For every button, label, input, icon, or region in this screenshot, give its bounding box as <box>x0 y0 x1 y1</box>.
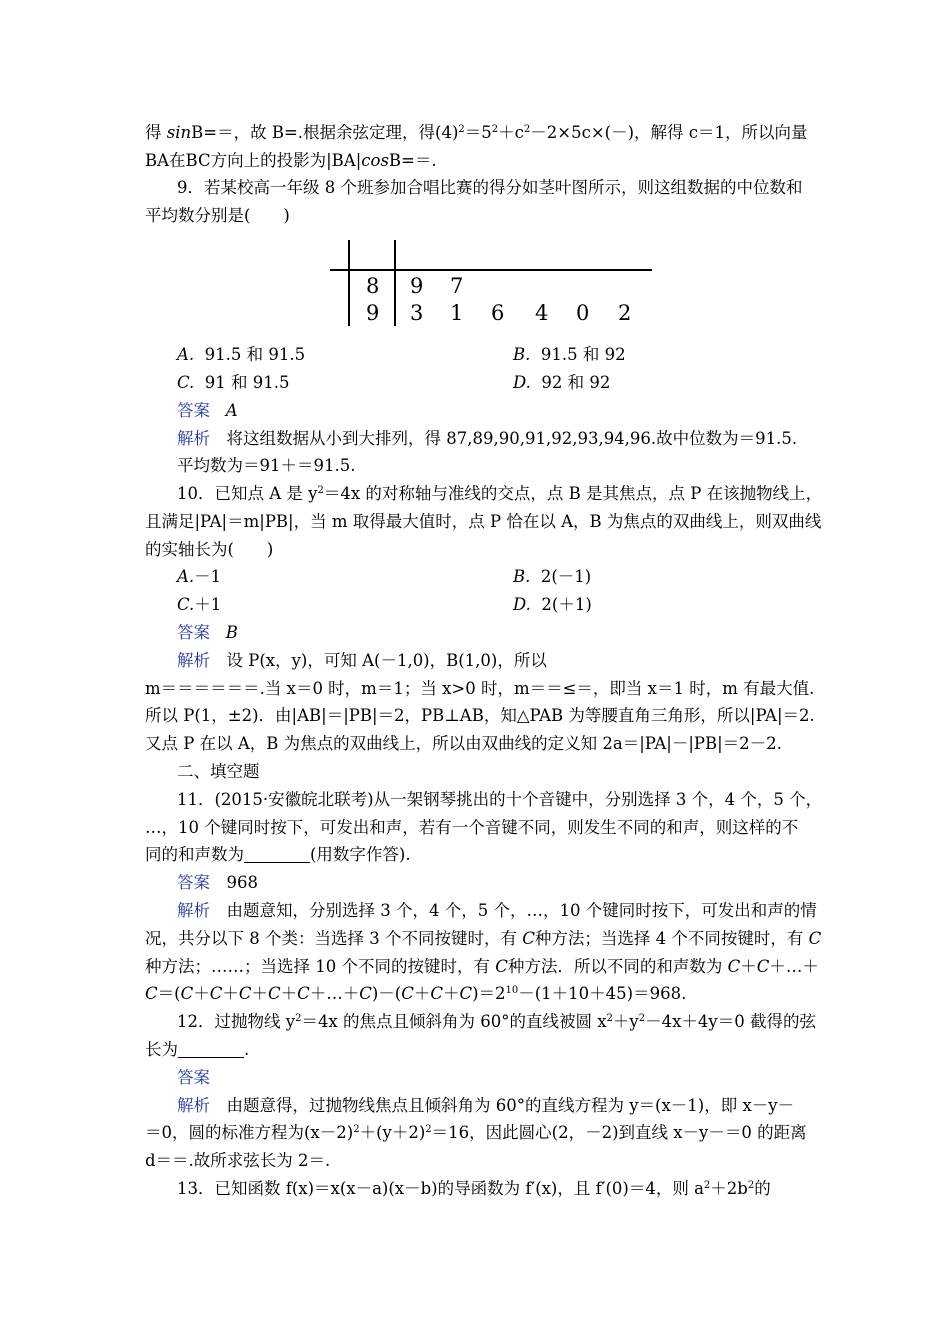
text: ＋2b <box>710 1179 748 1198</box>
text: ＝4x 的焦点且倾斜角为 60°的直线被圆 x <box>301 1012 607 1031</box>
answer-label: 答案 <box>177 873 210 892</box>
text: ＋ <box>222 984 239 1003</box>
superscript: 2 <box>638 1013 646 1024</box>
text: cos <box>361 151 389 170</box>
analysis-label: 解析 <box>177 651 210 670</box>
section-heading: 二、填空题 <box>177 762 260 781</box>
text: 况，共分以下 8 个类：当选择 3 个不同按键时，有 <box>145 929 523 948</box>
leaf: 3 <box>410 301 424 325</box>
text: 长为 <box>145 1040 178 1059</box>
text: C <box>808 929 822 948</box>
superscript: 2 <box>523 124 531 135</box>
text: C <box>401 984 414 1003</box>
q10-analysis3: 所以 P(1，±2)．由|AB|＝|PB|＝2，PB⊥AB，知△PAB 为等腰直角三角形，所以|PA|＝2. <box>145 706 815 725</box>
text: C <box>145 984 158 1003</box>
superscript: 2 <box>295 1013 302 1024</box>
q11-stem3 <box>145 843 411 867</box>
q10-analysis4: 又点 P 在以 A，B 为焦点的双曲线上，所以由双曲线的定义知 2a＝|PA|－|PB|＝2－2. <box>145 734 782 753</box>
answer-value: A <box>225 401 238 420</box>
text: 10．已知点 A 是 y <box>177 484 318 503</box>
text: B=＝. <box>388 151 437 170</box>
text: C <box>209 984 223 1003</box>
text: )－( <box>371 984 402 1003</box>
option-letter: B. <box>513 345 531 364</box>
text: C <box>459 984 473 1003</box>
superscript: 2 <box>747 1180 755 1191</box>
text: C <box>297 984 310 1003</box>
text: ＋…＋ <box>769 957 819 976</box>
text: 由题意知，分别选择 3 个，4 个，5 个，…，10 个键同时按下，可发出和声的情 <box>210 901 817 920</box>
q9-analysis1 <box>177 427 797 451</box>
q8-tail-line2 <box>145 149 437 173</box>
q11-stem2: …，10 个键同时按下，可发出和声，若有一个音键不同，则发生不同的和声，则这样的不 <box>145 818 799 837</box>
superscript: 2 <box>353 1124 360 1135</box>
q9-option-c <box>177 371 290 395</box>
answer-label: 答案 <box>177 401 210 420</box>
text: ＋ <box>442 984 460 1003</box>
text: C <box>430 984 443 1003</box>
q12-stem1 <box>177 1010 816 1034</box>
q13-stem1 <box>177 1177 771 1201</box>
fill-blank <box>178 1041 244 1058</box>
option-text: 91 和 91.5 <box>204 373 290 392</box>
text: －4x＋4y＝0 截得的弦 <box>645 1012 816 1031</box>
text: C <box>756 957 770 976</box>
q9-answer <box>177 399 238 423</box>
text: C <box>180 984 194 1003</box>
text: ＋y <box>612 1012 639 1031</box>
q10-option-d <box>513 593 592 617</box>
text: ＋ <box>193 984 210 1003</box>
superscript: 2 <box>491 124 499 135</box>
q10-answer <box>177 621 238 645</box>
text: ＋(y＋2) <box>359 1123 426 1142</box>
leaf: 4 <box>535 301 549 325</box>
q12-analysis2 <box>145 1121 807 1145</box>
option-letter: A. <box>177 345 195 364</box>
leaf: 2 <box>618 301 632 325</box>
superscript: 2 <box>703 1180 711 1191</box>
answer-label: 答案 <box>177 1068 210 1087</box>
option-letter: C. <box>177 595 195 614</box>
analysis-label: 解析 <box>177 429 210 448</box>
leaf: 1 <box>450 301 464 325</box>
text: 将这组数据从小到大排列，得 87,89,90,91,92,93,94,96.故中位数为＝91.5. <box>210 429 798 448</box>
q9-stem1: 9．若某校高一年级 8 个班参加合唱比赛的得分如茎叶图所示，则这组数据的中位数和 <box>177 178 803 197</box>
q12-analysis1 <box>177 1094 794 1118</box>
q9-stem2: 平均数分别是( ) <box>145 206 290 225</box>
q11-analysis1 <box>177 899 817 923</box>
text: C <box>267 984 281 1003</box>
text: 种方法．所以不同的和声数为 <box>507 957 728 976</box>
q10-option-c <box>177 593 221 617</box>
text: 的 <box>754 1179 771 1198</box>
text: ＋ <box>740 957 757 976</box>
answer-value: 968 <box>210 873 258 892</box>
text: 种方法；当选择 4 个不同按键时，有 <box>534 929 809 948</box>
superscript: 2 <box>606 1013 613 1024</box>
text: ＋ <box>280 984 298 1003</box>
q10-stem3: 的实轴长为( ) <box>145 540 274 559</box>
option-text: 91.5 和 91.5 <box>204 345 306 364</box>
superscript: 2 <box>425 1124 432 1135</box>
text: ＝5 <box>464 123 492 142</box>
text: C <box>238 984 252 1003</box>
analysis-label: 解析 <box>177 901 210 920</box>
q11-analysis4 <box>145 982 686 1006</box>
text: (用数字作答). <box>310 845 411 864</box>
text: C <box>727 957 741 976</box>
q11-analysis2 <box>145 927 821 951</box>
option-text: 91.5 和 92 <box>540 345 626 364</box>
q11-answer <box>177 871 258 895</box>
text: 12．过抛物线 y <box>177 1012 296 1031</box>
option-text: 92 和 92 <box>541 373 611 392</box>
text: ＝( <box>157 984 181 1003</box>
text: ＝16，因此圆心(2，－2)到直线 x－y－＝0 的距离 <box>431 1123 807 1142</box>
superscript: 10 <box>505 985 519 996</box>
q11-analysis3 <box>145 955 819 979</box>
leaf: 7 <box>450 274 464 298</box>
text: )＝2 <box>472 984 506 1003</box>
leaf: 6 <box>491 301 505 325</box>
q10-stem2: 且满足|PA|＝m|PB|，当 m 取得最大值时，点 P 恰在以 A，B 为焦点的双曲线上，则双曲线 <box>145 512 822 531</box>
leaf: 0 <box>576 301 590 325</box>
text: BA在BC方向上的投影为|BA| <box>145 151 362 170</box>
q10-analysis2: m＝＝＝＝＝＝.当 x＝0 时，m＝1；当 x>0 时，m＝＝≤＝，即当 x＝1 时，m 有最大值. <box>145 679 815 698</box>
text: C <box>359 984 372 1003</box>
text: 同的和声数为 <box>145 845 244 864</box>
q9-option-d <box>513 371 610 395</box>
q8-tail-line1 <box>145 121 808 145</box>
q9-option-a <box>177 343 305 367</box>
answer-label: 答案 <box>177 623 210 642</box>
stem-8: 8 <box>366 274 380 298</box>
superscript: 2 <box>458 124 465 135</box>
option-letter: D. <box>513 373 531 392</box>
option-text: 2(－1) <box>540 567 592 586</box>
fill-blank <box>244 846 310 863</box>
text: 13．已知函数 f(x)＝x(x－a)(x－b)的导函数为 f′(x)，且 f′(0)＝4，则 a <box>177 1179 704 1198</box>
text: ＋…＋ <box>309 984 360 1003</box>
option-letter: B. <box>513 567 531 586</box>
q10-option-a <box>177 565 221 589</box>
text: . <box>244 1040 250 1059</box>
leaf: 9 <box>410 274 424 298</box>
superscript: 2 <box>317 485 324 496</box>
text: B=＝，故 B=.根据余弦定理，得(4) <box>191 123 459 142</box>
stem-axis-left <box>348 240 350 326</box>
q12-stem2 <box>145 1038 249 1062</box>
q9-option-b <box>513 343 626 367</box>
text: 种方法；……；当选择 10 个不同的按键时，有 <box>145 957 496 976</box>
stem-9: 9 <box>366 301 380 325</box>
text: C <box>495 957 508 976</box>
text: ＋ <box>251 984 268 1003</box>
option-text: ＋1 <box>194 595 222 614</box>
text: ＋ <box>413 984 431 1003</box>
q11-stem1: 11．(2015·安徽皖北联考)从一架钢琴挑出的十个音键中，分别选择 3 个，4 个，5 个， <box>177 790 823 809</box>
q12-answer <box>177 1066 210 1090</box>
text: 由题意得，过抛物线焦点且倾斜角为 60°的直线方程为 y＝(x－1)，即 x－y－ <box>210 1096 795 1115</box>
text: ＝0，圆的标准方程为(x－2) <box>145 1123 354 1142</box>
text: C <box>522 929 535 948</box>
answer-value: B <box>225 623 238 642</box>
option-text: －1 <box>194 567 222 586</box>
option-letter: D. <box>513 595 531 614</box>
q12-analysis3: d＝＝.故所求弦长为 2＝. <box>145 1151 331 1170</box>
stem-leaf-plot <box>330 240 652 330</box>
q10-stem1 <box>177 482 822 506</box>
text: sin <box>166 123 192 142</box>
text: －2×5c×(－)，解得 c＝1，所以向量 <box>530 123 808 142</box>
option-letter: A. <box>177 567 195 586</box>
text: ＋c <box>498 123 524 142</box>
text: 得 <box>145 123 167 142</box>
text: 设 P(x，y)，可知 A(－1,0)，B(1,0)，所以 <box>210 651 547 670</box>
stem-axis-right <box>394 240 396 326</box>
text: ＝4x 的对称轴与准线的交点，点 B 是其焦点，点 P 在该抛物线上， <box>323 484 823 503</box>
q9-analysis2: 平均数为＝91＋＝91.5. <box>177 456 356 475</box>
q10-analysis1 <box>177 649 547 673</box>
option-text: 2(＋1) <box>541 595 592 614</box>
analysis-label: 解析 <box>177 1096 210 1115</box>
q10-option-b <box>513 565 591 589</box>
stem-header-line <box>330 269 652 271</box>
option-letter: C. <box>177 373 195 392</box>
text: －(1＋10＋45)＝968. <box>518 984 687 1003</box>
